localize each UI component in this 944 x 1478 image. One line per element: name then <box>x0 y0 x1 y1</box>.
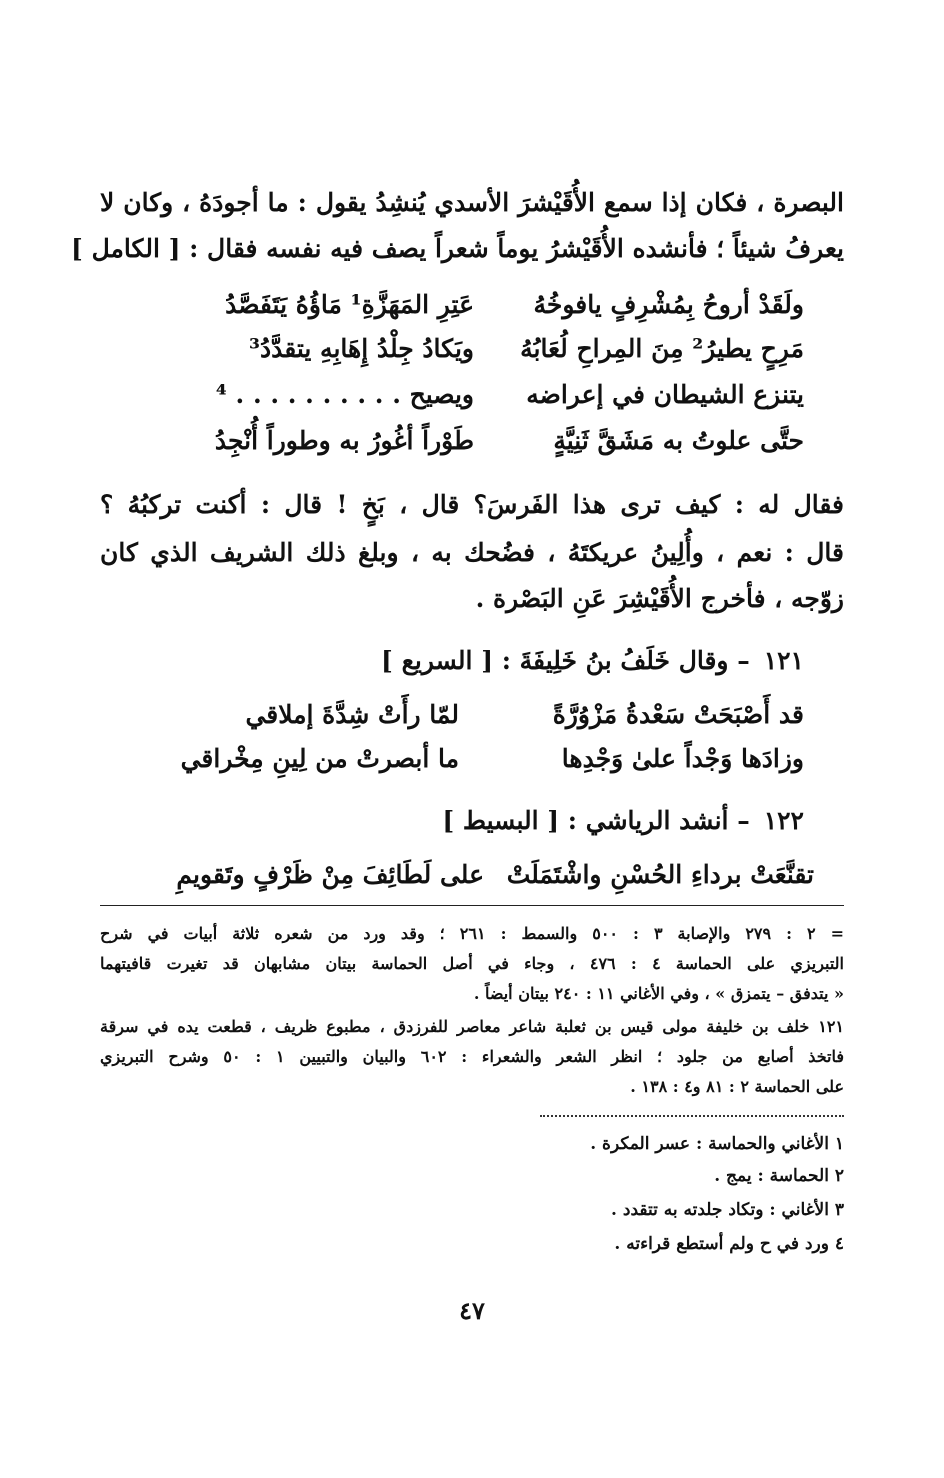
entry-heading-text: – وقال خَلَفُ بنُ خَلِيفَةَ : [ السريع ] <box>381 646 750 675</box>
footnote-line: التبريزي على الحماسة ٤ : ٤٧٦ ، وجاء في أصل الحماسة بيتان مشابهان قد تغيرت قافيتهما <box>100 954 845 973</box>
verse-hemistich-second: عَتِرِ المَهَزَّةِ¹ مَاؤُهُ يَتَفَصَّدُ <box>225 290 474 319</box>
prose-line: زوّجه ، فأخرج الأُقَيْشِرَ عَنِ البَصْرة . <box>475 584 844 613</box>
entry-heading-text: – أنشد الرياشي : [ البسيط ] <box>442 806 750 835</box>
variant-note: ٤ ورد في ح ولم أستطع قراءته . <box>614 1234 844 1254</box>
prose-line: البصرة ، فكان إذا سمع الأُقَيْشرَ الأسدي يُنشِدُ يقول : ما أجودَهُ ، وكان لا <box>100 188 844 217</box>
verse-hemistich-second: ويَكادُ جِلْدُ إِهَابِهِ يتقدَّدُ³ <box>248 334 474 363</box>
variant-note: ٣ الأغاني : وتكاد جلدته به تتقدد . <box>611 1200 844 1220</box>
verse-hemistich-second: طَوْراً أغُورُ به وطوراً أُنْجِدُ <box>214 426 474 455</box>
entry-number: ١٢٢ <box>763 806 804 835</box>
verse-hemistich-first: حتَّى علوتُ به مَشَقَّ ثَنِيَّةٍ <box>553 426 804 455</box>
entry-heading-121 <box>381 646 804 675</box>
page-number: ٤٧ <box>459 1296 485 1325</box>
entry-heading-122 <box>442 806 804 835</box>
verse-hemistich-first: وزادَها وَجْداً علىٰ وَجْدِها <box>561 744 804 773</box>
footnote-line: ١٢١ خلف بن خليفة مولى قيس بن ثعلبة شاعر معاصر للفرزدق ، مطبوع ظريف ، قطعت يده في سرقة <box>100 1017 845 1036</box>
footnote-line: على الحماسة ٢ : ٨١ و٤ : ١٣٨ . <box>630 1077 844 1096</box>
prose-line: فقال له : كيف ترى هذا الفَرسَ؟ قال ، بَخٍ ! قال : أكنت تركبُهُ ؟ <box>100 490 844 519</box>
footnote-line: فاتخذ أصابع من جلود ؛ انظر الشعر والشعراء : ٦٠٢ والبيان والتبيين ١ : ٥٠ وشرح التبريزي <box>100 1047 845 1066</box>
entry-number: ١٢١ <box>763 646 804 675</box>
verse-hemistich-first: تقنَّعَتْ برداءِ الحُسْنِ واشْتَمَلَتْ <box>506 860 814 889</box>
verse-hemistich-second: ويصيح . . . . . . . . . . ⁴ <box>215 380 474 409</box>
footnote-line: = ٢ : ٢٧٩ والإصابة ٣ : ٥٠٠ والسمط : ٢٦١ ؛ وقد ورد من شعره ثلاثة أبيات في شرح <box>100 924 845 943</box>
footnote-line: « يتدفق – يتمزق » ، وفي الأغاني ١١ : ٢٤٠ بيتان أيضاً . <box>473 984 844 1003</box>
verse-hemistich-first: ولَقَدْ أروحُ بِمُشْرِفٍ يافوخُهُ <box>533 290 804 319</box>
prose-line: قال : نعم ، وأُلِينُ عريكتَهُ ، فضُحك به ، وبلغ ذلك الشريف الذي كان <box>100 538 844 567</box>
verse-hemistich-second: لمّا رأَتْ شِدَّةَ إملاقي <box>245 700 459 729</box>
footnote-rule <box>100 905 844 906</box>
verse-hemistich-first: مَرِحٍ يطيرُ² مِنَ المِراحِ لُعَابُهُ <box>520 334 804 363</box>
verse-hemistich-first: قد أَصْبَحَتْ سَعْدةُ مَزْوُرَّةً <box>552 700 804 729</box>
variant-note: ٢ الحماسة : يمج . <box>714 1166 844 1186</box>
variant-note: ١ الأغاني والحماسة : عسر المكرة . <box>590 1134 844 1154</box>
verse-hemistich-second: ما أبصرتْ من لِينِ مِخْراقي <box>180 744 459 773</box>
variants-dotted-rule <box>540 1115 844 1117</box>
prose-line: يعرفُ شيئاً ؛ فأنشده الأُقَيْشرُ يوماً شعراً يصف فيه نفسه فقال : [ الكامل ] <box>71 234 844 263</box>
verse-hemistich-second: على لَطَائِفَ مِنْ ظَرْفٍ وتَقويمِ <box>176 860 484 889</box>
verse-hemistich-first: يتنزع الشيطان في إعراضه <box>526 380 804 409</box>
